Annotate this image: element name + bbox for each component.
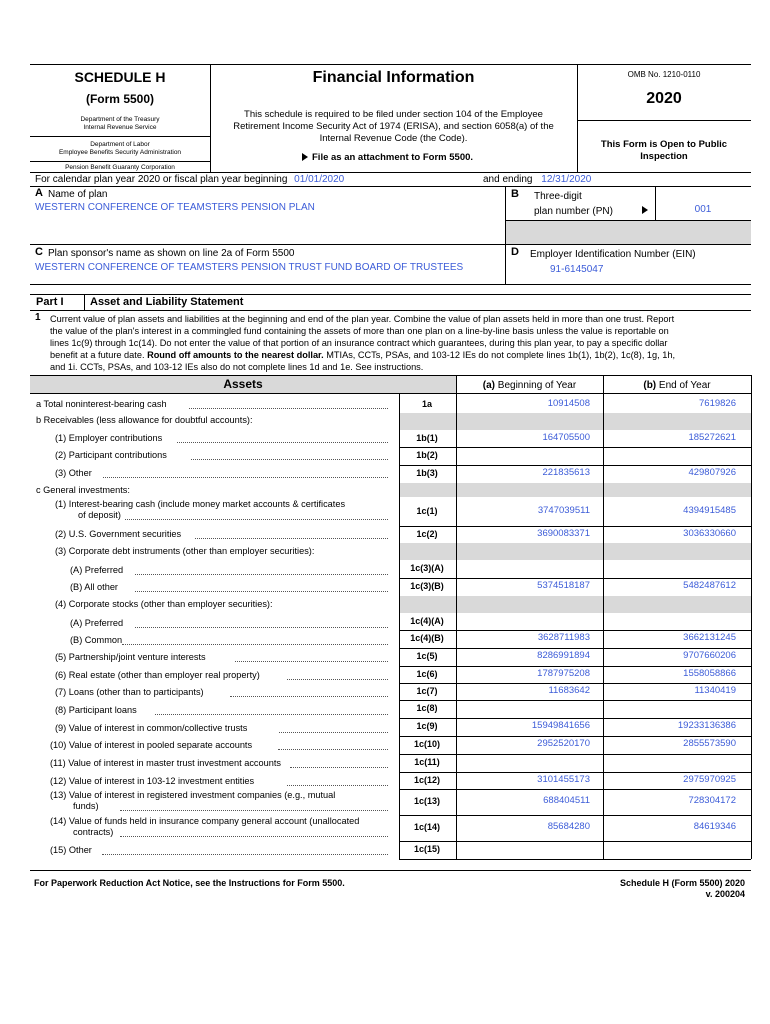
row-label: (8) Participant loans	[55, 705, 137, 715]
form-number: (Form 5500)	[85, 92, 155, 106]
row-label: (1) Interest-bearing cash (include money market accounts & certificates	[55, 499, 346, 509]
end-year-value[interactable]: 429807926	[688, 467, 736, 478]
footer-right-1: Schedule H (Form 5500) 2020	[619, 878, 745, 888]
row-label: (1) Employer contributions	[55, 433, 163, 443]
ending-text: and ending	[483, 174, 533, 185]
instr-line-2: the value of the plan's interest in a commingled fund containing the assets of more than one plan on a line-by-line basis unless the value is reportable on	[50, 326, 669, 336]
beginning-year-value[interactable]: 3690083371	[537, 528, 590, 539]
footer-rule	[30, 870, 751, 871]
row-rule	[399, 526, 751, 527]
row-rule	[399, 578, 751, 579]
row-rule	[399, 754, 751, 755]
irs: Internal Revenue Service	[83, 124, 157, 131]
shaded-row	[399, 413, 751, 430]
row-label: (6) Real estate (other than employer real property)	[55, 670, 260, 680]
beginning-year-value[interactable]: 3747039511	[537, 505, 590, 516]
dot-leader	[177, 442, 388, 443]
line-number: 1c(8)	[416, 703, 438, 713]
dot-leader	[189, 408, 388, 409]
dot-leader	[195, 538, 388, 539]
end-year-value[interactable]: 7619826	[699, 398, 736, 409]
instr-line-3: lines 1c(9) through 1c(14). Do not enter the value of that portion of an insurance contract which guarantees, during this plan year, to pay a specific dollar	[50, 338, 668, 348]
end-year-value[interactable]: 19233136386	[677, 720, 736, 731]
dot-leader	[155, 714, 388, 715]
part-title: Asset and Liability Statement	[90, 296, 244, 308]
item-d-label: Employer Identification Number (EIN)	[530, 249, 696, 260]
d-divider	[505, 244, 506, 284]
item-a-letter: A	[35, 187, 43, 199]
desc-line-3: Internal Revenue Code (the Code).	[319, 133, 468, 144]
shaded-cell	[506, 221, 751, 244]
line-number: 1c(3)(A)	[410, 563, 444, 573]
plan-number[interactable]: 001	[694, 204, 712, 215]
end-year-value[interactable]: 5482487612	[683, 580, 736, 591]
dot-leader	[122, 644, 388, 645]
dot-leader	[125, 519, 388, 520]
part-divider	[84, 295, 85, 310]
row-label: (2) U.S. Government securities	[55, 529, 182, 539]
end-year-value[interactable]: 728304172	[688, 795, 736, 806]
row-label: c General investments:	[36, 485, 130, 495]
line-number: 1c(2)	[416, 529, 438, 539]
dot-leader	[290, 767, 388, 768]
line-number: 1c(9)	[416, 721, 438, 731]
beginning-year-value[interactable]: 10914508	[547, 398, 590, 409]
col-a-label: Beginning of Year	[497, 380, 577, 391]
line-number: 1c(10)	[413, 739, 440, 749]
row-rule	[399, 648, 751, 649]
row-label: (2) Participant contributions	[55, 450, 167, 460]
row-rule	[399, 630, 751, 631]
beginning-year-value[interactable]: 221835613	[542, 467, 590, 478]
footer-right-2: v. 200204	[705, 889, 745, 899]
colhead-bottom-rule	[30, 393, 751, 394]
beginning-year-value[interactable]: 5374518187	[537, 580, 590, 591]
row-label: (3) Corporate debt instruments (other than employer securities):	[55, 546, 315, 556]
col-a-tag: (a)	[482, 380, 496, 391]
line-number: 1c(13)	[413, 796, 440, 806]
row-label: (A) Preferred	[70, 565, 124, 575]
row-rule	[399, 736, 751, 737]
beginning-year-value[interactable]: 8286991894	[537, 650, 590, 661]
row-label: a Total noninterest-bearing cash	[36, 399, 167, 409]
agency-rule-2	[30, 161, 210, 162]
row-label: (B) Common	[70, 635, 123, 645]
row-rule	[399, 683, 751, 684]
dot-leader	[230, 696, 388, 697]
desc-line-1: This schedule is required to be filed under section 104 of the Employee	[244, 109, 543, 120]
row-label: b Receivables (less allowance for doubtful accounts):	[36, 415, 253, 425]
row-label: (7) Loans (other than to participants)	[55, 687, 204, 697]
beginning-year-value[interactable]: 15949841656	[531, 720, 590, 731]
end-year-value[interactable]: 185272621	[688, 432, 736, 443]
instructions	[50, 313, 750, 373]
schedule-title: SCHEDULE H	[74, 69, 166, 85]
row-label: (13) Value of interest in registered investment companies (e.g., mutual	[50, 790, 336, 800]
col-b-divider	[603, 375, 604, 859]
instr-4b: Round off amounts to the nearest dollar.	[147, 350, 324, 360]
line-number: 1b(1)	[416, 433, 438, 443]
col-a-header	[456, 380, 603, 391]
beginning-year-value[interactable]: 3101455173	[537, 774, 590, 785]
beginning-year-value[interactable]: 688404511	[543, 795, 590, 806]
row-rule	[399, 447, 751, 448]
shaded-row	[399, 543, 751, 560]
end-year-value[interactable]: 84619346	[693, 821, 736, 832]
item-b-letter: B	[511, 188, 519, 200]
desc-line-2: Retirement Income Security Act of 1974 (ERISA), and section 6058(a) of the	[233, 121, 554, 132]
col-a-divider	[456, 375, 457, 859]
right-border	[751, 375, 752, 859]
assets-header: Assets	[223, 377, 263, 391]
row-label: (11) Value of interest in master trust investment accounts	[50, 758, 281, 768]
row-label-cont: funds)	[73, 801, 99, 811]
pbgc: Pension Benefit Guaranty Corporation	[65, 164, 175, 171]
begin-date[interactable]: 01/01/2020	[294, 174, 345, 185]
ebsa: Employee Benefits Security Administration	[58, 149, 182, 156]
row-rule	[399, 700, 751, 701]
beginning-year-value[interactable]: 1787975208	[537, 668, 590, 679]
row-rule	[399, 666, 751, 667]
line-number: 1c(4)(A)	[410, 616, 444, 626]
dot-leader	[278, 749, 388, 750]
beginning-year-value[interactable]: 11683642	[548, 685, 590, 696]
plan-bottom-rule	[30, 284, 751, 285]
row-label: (12) Value of interest in 103-12 investment entities	[50, 776, 255, 786]
calendar-rule	[30, 186, 751, 187]
line-number: 1c(5)	[416, 651, 438, 661]
row-rule	[399, 718, 751, 719]
row-rule	[399, 841, 751, 842]
plan-rule	[30, 244, 751, 245]
dot-leader	[279, 732, 388, 733]
line-number: 1c(11)	[414, 757, 440, 767]
dot-leader	[135, 574, 388, 575]
sponsor-name[interactable]: WESTERN CONFERENCE OF TEAMSTERS PENSION TRUST FUND BOARD OF TRUSTEES	[35, 262, 464, 273]
line-number: 1c(4)(B)	[410, 633, 444, 643]
header-bottom-rule	[30, 172, 751, 173]
row-label-cont: contracts)	[73, 827, 114, 837]
omb-number: OMB No. 1210-0110	[627, 70, 701, 79]
line-number: 1b(2)	[416, 450, 438, 460]
row-label: (3) Other	[55, 468, 92, 478]
item-a-label: Name of plan	[48, 189, 108, 200]
row-label: (4) Corporate stocks (other than employer securities):	[55, 599, 273, 609]
beginning-year-value[interactable]: 164705500	[542, 432, 590, 443]
part-label-box	[30, 295, 83, 310]
row-label: (15) Other	[50, 845, 92, 855]
end-year-value[interactable]: 2975970925	[683, 774, 736, 785]
instr-4a: benefit at a future date.	[50, 350, 145, 360]
instr-line-4	[50, 349, 750, 361]
row-rule	[399, 815, 751, 816]
attach-note	[302, 152, 473, 163]
dot-leader	[287, 679, 388, 680]
dot-leader	[235, 661, 388, 662]
plan-name[interactable]: WESTERN CONFERENCE OF TEAMSTERS PENSION PLAN	[35, 202, 315, 213]
dot-leader	[103, 477, 388, 478]
line-number: 1c(6)	[416, 669, 438, 679]
open-inspection-1: This Form is Open to Public	[600, 139, 728, 150]
item-c-letter: C	[35, 246, 43, 258]
shaded-row	[399, 596, 751, 613]
item-d-letter: D	[511, 246, 519, 258]
part-bottom-rule	[30, 310, 751, 311]
shaded-row	[399, 483, 751, 497]
dept-labor: Department of Labor	[90, 141, 150, 148]
dot-leader	[191, 459, 388, 460]
num-col-divider	[399, 393, 400, 859]
end-year-value[interactable]: 11340419	[694, 685, 736, 696]
part-top-rule	[30, 294, 751, 295]
col-b-header	[603, 380, 751, 391]
end-date[interactable]: 12/31/2020	[541, 174, 592, 185]
line-number: 1b(3)	[416, 468, 438, 478]
end-year-value[interactable]: 4394915485	[683, 505, 736, 516]
line-number: 1c(15)	[413, 844, 440, 854]
instr-line-5: and 1i. CCTs, PSAs, and 103-12 IEs also do not complete lines 1d and 1e. See instructions.	[50, 362, 424, 372]
tax-year: 2020	[646, 90, 682, 107]
ending-line	[483, 174, 591, 185]
row-label: (9) Value of interest in common/collective trusts	[55, 723, 248, 733]
part-label: Part I	[36, 296, 64, 308]
row-label: (14) Value of funds held in insurance company general account (unallocated	[50, 816, 360, 826]
end-year-value[interactable]: 1558058866	[683, 668, 736, 679]
dot-leader	[102, 854, 388, 855]
end-year-value[interactable]: 9707660206	[683, 650, 736, 661]
line-number: 1c(12)	[413, 775, 440, 785]
open-inspection-2: Inspection	[640, 151, 688, 162]
footer-left: For Paperwork Reduction Act Notice, see the Instructions for Form 5500.	[34, 878, 345, 888]
line-number: 1c(14)	[413, 822, 440, 832]
dot-leader	[135, 591, 388, 592]
col-b-tag: (b)	[643, 380, 657, 391]
row-rule	[399, 789, 751, 790]
form-title: Financial Information	[312, 69, 475, 86]
col-b-label: End of Year	[658, 380, 711, 391]
end-year-value[interactable]: 3662131245	[683, 632, 736, 643]
line-number: 1c(3)(B)	[410, 581, 444, 591]
year-rule	[577, 120, 751, 121]
dot-leader	[287, 785, 388, 786]
calendar-text: For calendar plan year 2020 or fiscal plan year beginning	[35, 174, 288, 185]
line-number: 1c(7)	[416, 686, 438, 696]
item-c-label: Plan sponsor's name as shown on line 2a of Form 5500	[48, 248, 295, 259]
dot-leader	[120, 810, 388, 811]
arrow-right-icon	[642, 206, 648, 214]
row-label: (B) All other	[70, 582, 118, 592]
arrow-right-icon	[302, 153, 308, 161]
row-label: (5) Partnership/joint venture interests	[55, 652, 206, 662]
end-year-value[interactable]: 2855573590	[683, 738, 736, 749]
beginning-year-value[interactable]: 85684280	[547, 821, 590, 832]
row-label: (10) Value of interest in pooled separate accounts	[50, 740, 253, 750]
dot-leader	[120, 836, 388, 837]
item-1-number: 1	[35, 312, 41, 323]
row-rule	[399, 859, 751, 860]
agency-rule-1	[30, 136, 210, 137]
item-b-label-2: plan number (PN)	[534, 206, 613, 217]
row-label-cont: of deposit)	[78, 510, 121, 520]
end-year-value[interactable]: 3036330660	[683, 528, 736, 539]
row-label: (A) Preferred	[70, 618, 124, 628]
dot-leader	[135, 627, 388, 628]
instr-4c: MTIAs, CCTs, PSAs, and 103-12 IEs do not complete lines 1b(1), 1b(2), 1c(8), 1g, 1h,	[326, 350, 676, 360]
item-b-label-1: Three-digit	[534, 191, 582, 202]
beginning-year-value[interactable]: 3628711983	[537, 632, 590, 643]
ein[interactable]: 91-6145047	[550, 264, 604, 275]
line-number: 1c(1)	[416, 506, 438, 516]
attach-note-text: File as an attachment to Form 5500.	[312, 152, 474, 163]
calendar-line	[35, 174, 344, 185]
top-rule	[30, 64, 751, 65]
instr-line-1: Current value of plan assets and liabilities at the beginning and end of the plan year. Combine the value of plan assets held in more than one trust. Report	[50, 314, 675, 324]
line-number: 1a	[421, 399, 432, 409]
dept-treasury: Department of the Treasury	[80, 116, 160, 123]
row-rule	[399, 772, 751, 773]
row-rule	[399, 465, 751, 466]
beginning-year-value[interactable]: 2952520170	[537, 738, 590, 749]
